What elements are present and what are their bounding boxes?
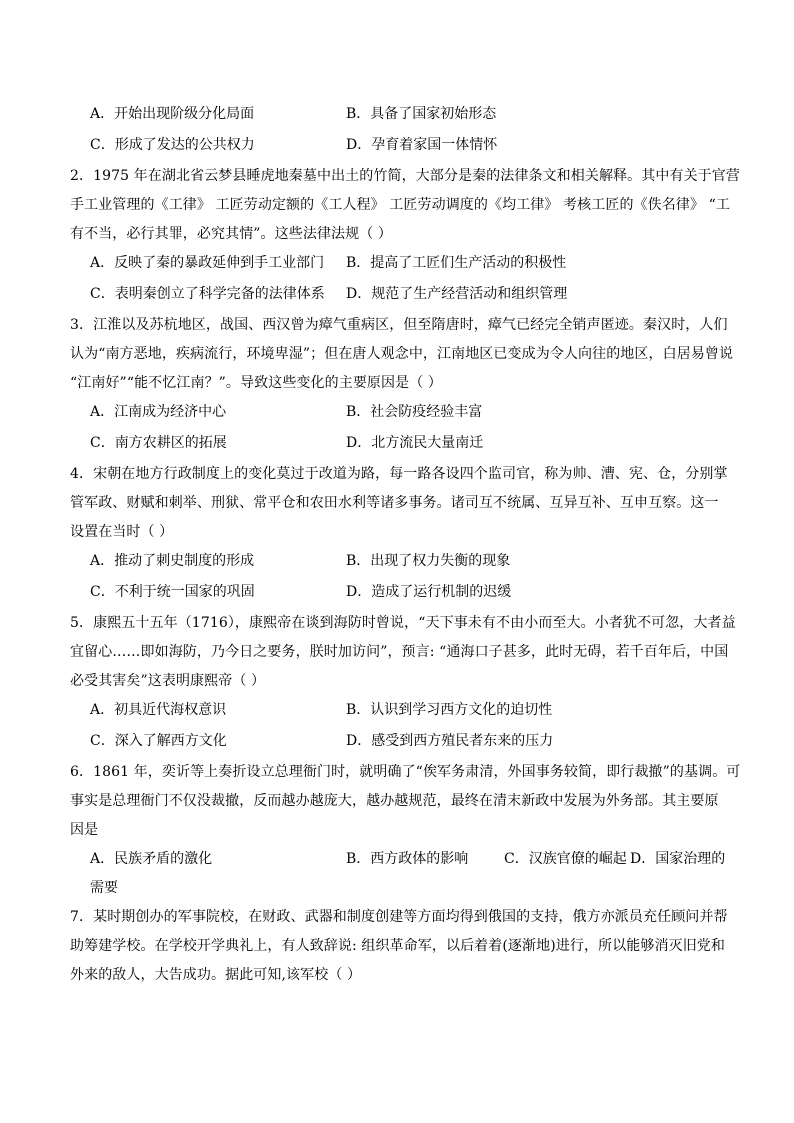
option-a: A．初具近代海权意识 <box>90 702 227 718</box>
option-d: D．造成了运行机制的迟缓 <box>346 584 512 600</box>
question-text: 2．1975 年在湖北省云梦县睡虎地秦墓中出土的竹简，大部分是秦的法律条文和相关解释。其中有关于官营 <box>70 168 740 184</box>
option-b: B．社会防疫经验丰富 <box>346 404 483 420</box>
options-row <box>90 696 726 727</box>
option-c: C．南方农耕区的拓展 <box>90 435 227 451</box>
option-c: C．不利于统一国家的巩固 <box>90 584 255 600</box>
question-2 <box>70 162 740 311</box>
option-d: D．感受到西方殖民者东来的压力 <box>346 733 554 749</box>
option-d: D．北方流民大量南迁 <box>346 435 484 451</box>
question-text: 有不当，必行其罪，必究其情”。这些法律法规（ ） <box>70 226 393 242</box>
question-7 <box>70 903 726 990</box>
options-row <box>90 845 726 874</box>
question-text: 因是 <box>70 822 99 838</box>
question-text: 手工业管理的《工律》 工匠劳动定额的《工人程》 工匠劳动调度的《均工律》 考核工匠的《佚名律》 “工 <box>70 197 730 213</box>
options-row <box>90 429 726 460</box>
question-text: 事实是总理衙门不仅没裁撤，反而越办越庞大，越办越规范，最终在清末新政中发展为外务部。其主要原 <box>70 793 719 809</box>
question-text: 6．1861 年，奕䜣等上奏折设立总理衙门时，就明确了“俟军务肃清，外国事务较简，即行裁撤”的基调。可 <box>70 764 741 780</box>
question-text: 管军政、财赋和刺举、刑狱、常平仓和农田水利等诸多事务。诸司互不统属、互异互补、互申互察。这一 <box>70 495 719 511</box>
options-row <box>90 578 726 609</box>
question-3 <box>70 311 734 460</box>
options-row <box>90 100 726 131</box>
option-d: D．规范了生产经营活动和组织管理 <box>346 286 568 302</box>
option-d-continuation: 需要 <box>90 880 118 896</box>
question-text: “江南好”“能不忆江南？”。导致这些变化的主要原因是（ ） <box>70 375 442 391</box>
question-text: 设置在当时（ ） <box>70 524 174 540</box>
options-row <box>90 547 726 578</box>
question-text: 4．宋朝在地方行政制度上的变化莫过于改道为路，每一路各设四个监司官，称为帅、漕、宪、仓，分别掌 <box>70 466 728 482</box>
option-c: C．形成了发达的公共权力 <box>90 137 255 153</box>
option-b: B．提高了工匠们生产活动的积极性 <box>346 255 567 271</box>
option-b: B．出现了权力失衡的现象 <box>346 553 511 569</box>
question-text: 外来的敌人，大告成功。据此可知,该军校（ ） <box>70 967 362 983</box>
options-row <box>90 727 726 758</box>
question-text: 宜留心……即如海防，乃今日之要务，朕时加访问”，预言: “通海口子甚多，此时无碍，若千百年后，中国 <box>70 644 729 660</box>
page-content <box>70 100 741 990</box>
option-a: A．推动了刺史制度的形成 <box>90 553 255 569</box>
option-d: D．国家治理的 <box>630 851 726 867</box>
option-a: A．开始出现阶级分化局面 <box>90 106 255 122</box>
question-5 <box>70 609 736 758</box>
option-a: A．反映了秦的暴政延伸到手工业部门 <box>90 255 325 271</box>
option-c: C．表明秦创立了科学完备的法律体系 <box>90 286 325 302</box>
question-text: 5．康熙五十五年（1716），康熙帝在谈到海防时曾说，“天下事未有不由小而至大。小者犹不可忽，大者益 <box>70 615 736 631</box>
options-row <box>90 131 726 162</box>
question-text: 3．江淮以及苏杭地区，战国、西汉曾为瘴气重病区，但至隋唐时，瘴气已经完全销声匿迹。秦汉时，人们 <box>70 317 728 333</box>
option-a: A．民族矛盾的激化 <box>90 851 213 867</box>
question-6 <box>70 758 741 903</box>
question-text: 7．某时期创办的军事院校，在财政、武器和制度创建等方面均得到俄国的支持，俄方亦派员充任顾问并帮 <box>70 909 728 925</box>
option-c: C．深入了解西方文化 <box>90 733 227 749</box>
question-text: 认为“南方恶地，疾病流行，环境卑湿”；但在唐人观念中，江南地区已变成为令人向往的地区，白居易曾说 <box>70 346 734 362</box>
option-a: A．江南成为经济中心 <box>90 404 227 420</box>
options-row <box>90 280 726 311</box>
question-text: 助筹建学校。在学校开学典礼上，有人致辞说: 组织革命军，以后着着(逐渐地)进行，所以能够消灭旧党和 <box>70 938 725 954</box>
option-d: D．孕育着家国一体情怀 <box>346 137 498 153</box>
options-row <box>90 398 726 429</box>
question-4 <box>70 460 726 609</box>
option-b: B．具备了国家初始形态 <box>346 106 497 122</box>
question-text: 必受其害矣”这表明康熙帝（ ） <box>70 673 266 689</box>
options-row <box>90 249 726 280</box>
option-b: B．认识到学习西方文化的迫切性 <box>346 702 553 718</box>
option-c: C．汉族官僚的崛起 <box>504 851 627 867</box>
option-b: B．西方政体的影响 <box>346 851 469 867</box>
